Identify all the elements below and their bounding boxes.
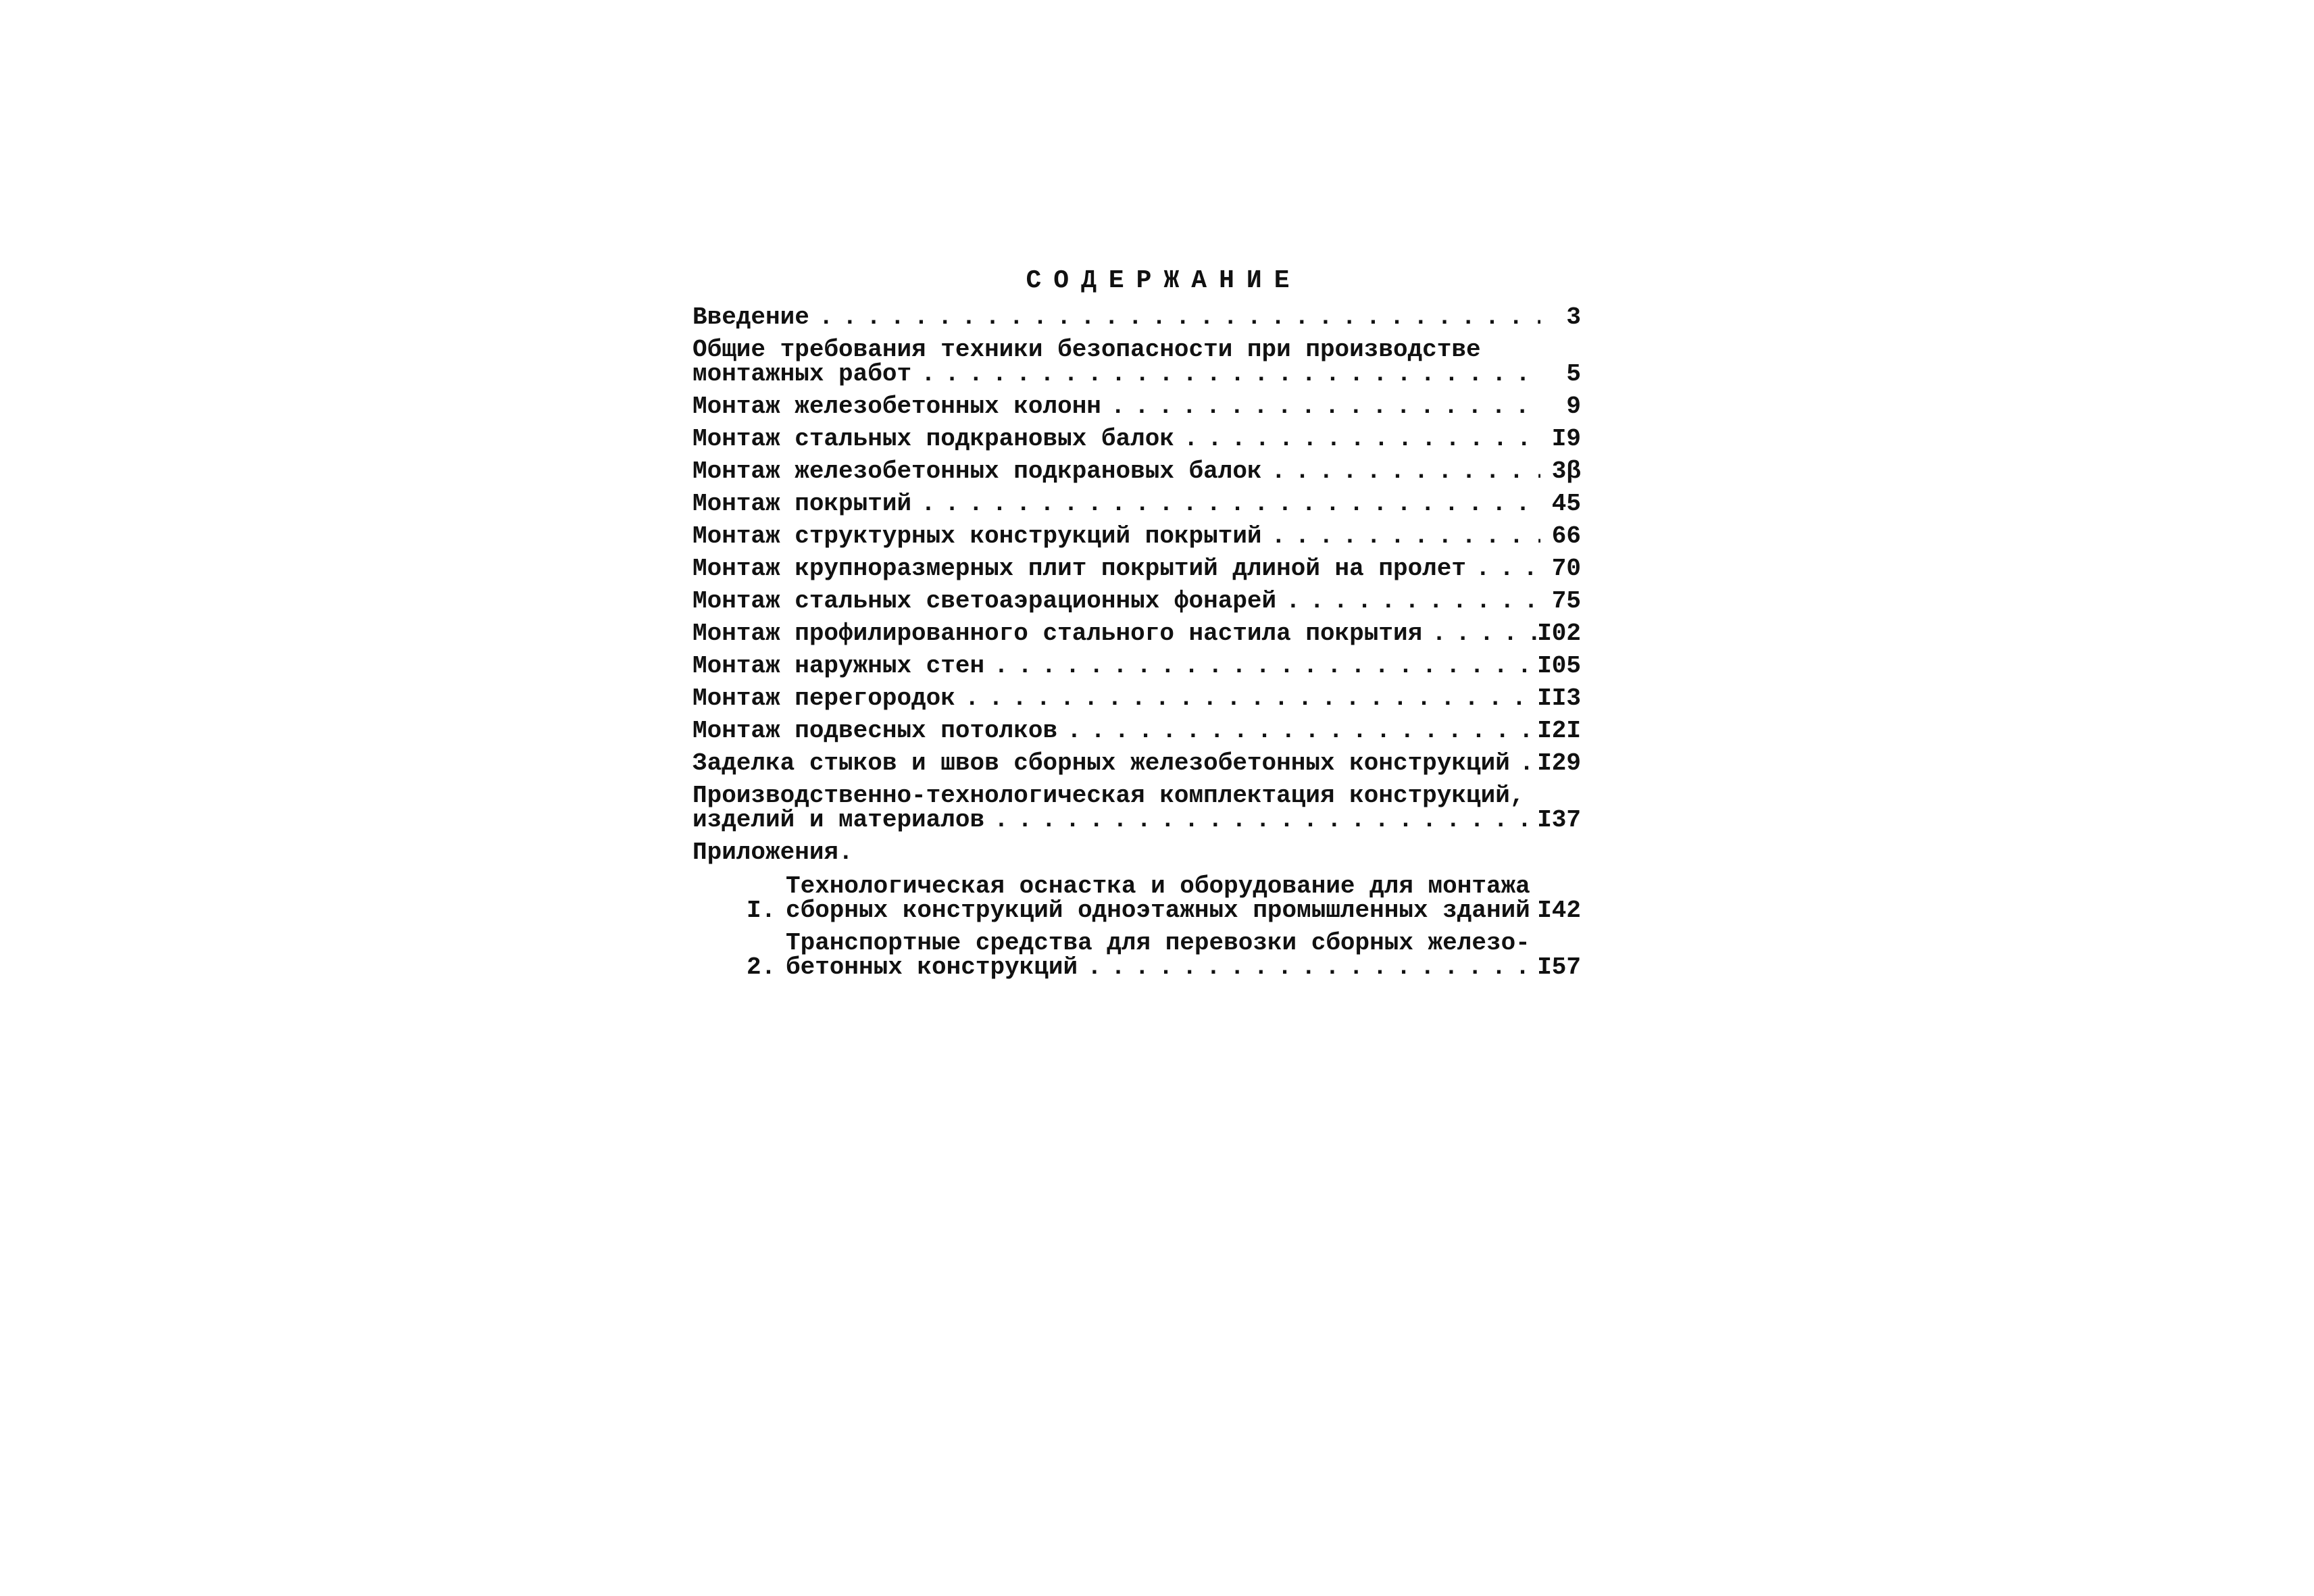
page-number: 5 (1566, 360, 1581, 388)
entry-text-line: Транспортные средства для перевозки сборных железо- (786, 931, 1530, 957)
toc-entries (693, 305, 1581, 832)
dot-leader (1101, 395, 1540, 419)
page-number: I2I (1537, 717, 1581, 745)
entry-text-line: монтажных работ (693, 362, 912, 386)
page-number: 45 (1551, 490, 1581, 518)
dot-leader (984, 654, 1537, 678)
page-number: I9 (1551, 425, 1581, 453)
entry-text-line: Монтаж перегородок (693, 687, 955, 711)
dot-leader (984, 808, 1537, 832)
page-number: I29 (1537, 749, 1581, 777)
table-of-contents (693, 266, 1581, 988)
entry-text-line: Монтаж стальных подкрановых балок (693, 427, 1174, 451)
page-number: I57 (1537, 953, 1581, 981)
page-number: 70 (1551, 555, 1581, 582)
appendix-list (693, 874, 1581, 980)
toc-entry (693, 589, 1581, 614)
page-number: I02 (1537, 620, 1581, 647)
toc-entry (693, 492, 1581, 516)
entry-text-line: Заделка стыков и швов сборных железобетонных конструкций (693, 751, 1510, 776)
dot-leader (1262, 459, 1540, 484)
page-number: I42 (1537, 897, 1581, 924)
page-number: 3 (1566, 303, 1581, 331)
page-number: 75 (1551, 587, 1581, 615)
dot-leader (911, 492, 1540, 516)
dot-leader (1510, 751, 1537, 776)
toc-entry (693, 622, 1581, 646)
page-number: I05 (1537, 652, 1581, 680)
entry-text-line: сборных конструкций одноэтажных промышленных зданий (786, 899, 1530, 923)
dot-leader (1276, 589, 1540, 614)
dot-leader (1422, 622, 1537, 646)
toc-entry (693, 751, 1581, 776)
entry-text-line: Монтаж структурных конструкций покрытий (693, 524, 1262, 549)
entry-text-line: Монтаж стальных светоаэрационных фонарей (693, 589, 1277, 614)
toc-entry (693, 684, 1581, 712)
toc-entry (693, 654, 1581, 678)
entry-text-line: Общие требования техники безопасности при производстве (693, 338, 1481, 364)
page-number: I37 (1537, 806, 1581, 834)
entry-text-line: Производственно-технологическая комплектация конструкций, (693, 784, 1525, 809)
dot-leader (1466, 557, 1540, 581)
entry-text-line: Введение (693, 305, 809, 330)
dot-leader (1078, 955, 1537, 980)
dot-leader (1262, 524, 1540, 549)
dot-leader (809, 305, 1540, 330)
appendix-entry (747, 874, 1581, 923)
toc-entry (693, 784, 1581, 832)
dot-leader (955, 687, 1537, 711)
page-number: 3β (1551, 457, 1581, 485)
toc-entry (693, 427, 1581, 451)
toc-entry (693, 338, 1581, 386)
dot-leader (911, 362, 1540, 386)
entry-text-line: Монтаж профилированного стального настила покрытия (693, 622, 1423, 646)
toc-entry (693, 557, 1581, 581)
dot-leader (1530, 899, 1537, 923)
entry-text-line: бетонных конструкций (786, 955, 1078, 980)
dot-leader (1057, 719, 1537, 743)
entry-text-line: Монтаж подвесных потолков (693, 719, 1058, 743)
dot-leader (1174, 427, 1540, 451)
appendix-entry (747, 931, 1581, 980)
toc-entry (693, 524, 1581, 549)
appendix-number: 2. (747, 953, 776, 981)
toc-entry (693, 305, 1581, 330)
toc-entry (693, 395, 1581, 419)
entry-text-line: Монтаж железобетонных колонн (693, 395, 1101, 419)
entry-text-line: Монтаж крупноразмерных плит покрытий длиной на пролет (693, 557, 1466, 581)
entry-text-line: Монтаж железобетонных подкрановых балок (693, 459, 1262, 484)
appendix-label: Приложения. (693, 839, 853, 866)
entry-text-line: Технологическая оснастка и оборудование для монтажа (786, 874, 1530, 900)
page-number: 66 (1551, 522, 1581, 550)
entry-text-line: Монтаж наружных стен (693, 654, 985, 678)
entry-text-line: изделий и материалов (693, 808, 985, 832)
toc-title: СОДЕРЖАНИЕ (1026, 266, 1302, 295)
page-number: II3 (1537, 684, 1581, 712)
toc-entry (693, 459, 1581, 484)
appendix-number: I. (747, 897, 776, 924)
entry-text-line: Монтаж покрытий (693, 492, 912, 516)
page-number: 9 (1566, 393, 1581, 420)
toc-entry (693, 719, 1581, 743)
